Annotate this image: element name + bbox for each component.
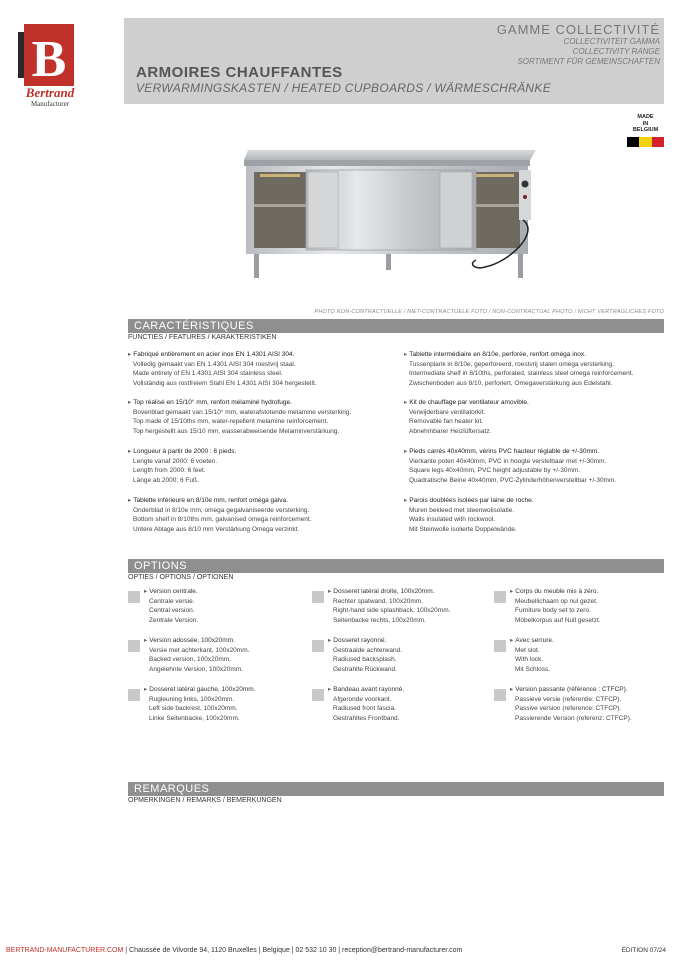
feature-translation: Intermediate shelf in 8/10ths, perforated, stainless steel omega reinforcement. [409,370,634,377]
feature-title-fr: ▸ Tablette intermédiaire en 8/10e, perforée, renfort oméga inox. [404,350,669,360]
option-translation: Gestraalde achterwand. [333,646,403,654]
footer-website-link[interactable]: BERTRAND-MANUFACTURER.COM [6,947,124,954]
option-checkbox[interactable] [312,591,324,603]
characteristics-subheading: FUNCTIES / FEATURES / KARAKTERISTIKEN [128,334,277,341]
option-checkbox[interactable] [494,591,506,603]
option-translation: Right-hand side splashback, 100x20mm. [333,607,451,614]
footer-address: | Chaussée de Vilvorde 94, 1120 Bruxelles | Belgique | 02 532 10 30 | reception@bertrand-manufacturer.com [123,947,463,954]
option-title-fr: ▸ Version centrale. [144,587,304,597]
badge-line-1: MADE [637,114,654,120]
option-translation: Furniture body set to zero. [515,607,591,614]
feature-translation: Onderblad in 8/10e mm, omega gegalvaniseerde versterking. [133,506,310,514]
option-title-fr: ▸ Dosseret latéral droite, 100x20mm. [328,587,488,597]
feature-title-fr: ▸ Tablette inférieure en 8/10e mm, renfort oméga galva. [128,496,393,506]
edition-label: ÉDITION 07/24 [621,947,666,954]
characteristics-heading: CARACTÉRISTIQUES [128,319,664,333]
option-translation: Meubellichaam op nul gezet. [515,597,598,605]
heated-cupboard-image [240,142,540,282]
option-translation: Seitenbacke rechts, 100x20mm. [333,616,426,624]
feature-title-fr: ▸ Fabriqué entièrement en acier inox EN 1.4301 AISI 304. [128,350,393,360]
feature-translation: Abnehmbarer Heizlüftersatz. [409,427,492,435]
option-checkbox[interactable] [312,689,324,701]
bertrand-logo [18,24,86,108]
range-en: COLLECTIVITY RANGE [572,47,660,56]
option-text [328,636,488,674]
option-text [144,636,304,674]
option-checkbox[interactable] [312,640,324,652]
feature-item [128,350,393,388]
feature-translation: Vollständig aus rostfreiem Stahl EN 1.4301 AISI 304 hergestellt. [133,379,317,387]
feature-translation: Top made of 15/10ths mm, water-repellent melamine reinforcement. [133,418,329,425]
feature-translation: Muren bekleed met steenwolisolatie. [409,506,515,514]
option-translation: Left side backrest, 100x20mm. [149,705,238,712]
feature-translation: Square legs 40x40mm, PVC height adjustable by +/-30mm. [409,467,581,474]
options-heading: OPTIONS [128,559,664,573]
feature-item [404,447,669,485]
option-translation: Met slot. [515,646,540,654]
feature-item [128,398,393,436]
option-translation: Passive version (reference: CTFCP). [515,705,622,712]
feature-translation: Vierkante poten 40x40mm, PVC in hoogte verstelbaar met +/-30mm. [409,457,607,465]
page-title: ARMOIRES CHAUFFANTES [136,64,343,81]
feature-title-fr: ▸ Parois doublées isolées par laine de roche. [404,496,669,506]
feature-translation: Länge ab 2000: 6 Fuß. [133,476,199,484]
feature-translation: Untere Ablage aus 8/10 mm Verstärkung Omega verzinkt. [133,525,300,533]
option-translation: Möbelkorpus auf Null gesetzt. [515,616,601,624]
option-text [144,685,304,723]
belgian-flag-icon [627,137,664,147]
range-block [497,22,660,67]
option-translation: Central version. [149,607,195,614]
feature-item [404,496,669,534]
feature-translation: Mit Steinwolle isolierte Doppelwände. [409,525,517,533]
option-translation: Zentrale Version. [149,616,199,624]
feature-translation: Verwijderbare ventilatorkit. [409,408,486,416]
option-translation: Mit Schloss. [515,665,551,673]
feature-translation: Zwischenboden aus 8/10, perforiert, Omegaverstärkung aus Edelstahl. [409,379,613,387]
option-text [328,685,488,723]
option-translation: Passierende Version (referenz: CTFCP). [515,714,632,722]
feature-translation: Volledig gemaakt van EN 1.4301 AISI 304 roestvrij staal. [133,360,296,368]
option-translation: With lock. [515,656,544,663]
remarks-heading: REMARQUES [128,782,664,796]
option-title-fr: ▸ Bandeau avant rayonné. [328,685,488,695]
remarks-subheading: OPMERKINGEN / REMARKS / BEMERKUNGEN [128,797,282,804]
page-subtitle: VERWARMINGSKASTEN / HEATED CUPBOARDS / WÄRMESCHRÄNKE [136,81,551,95]
feature-translation: Walls insulated with rockwool. [409,516,496,523]
badge-line-2: IN [642,120,649,127]
feature-translation: Top hergestellt aus 15/10 mm, wasserabweisende Melaminverstärkung. [133,427,340,435]
svg-text:Bertrand: Bertrand [25,85,75,100]
options-subheading: OPTIES / OPTIONS / OPTIONEN [128,574,234,581]
range-de: SORTIMENT FÜR GEMEINSCHAFTEN [517,57,660,66]
feature-item [128,447,393,485]
feature-title-fr: ▸ Top réalisé en 15/10° mm, renfort mélaminé hydrofuge. [128,398,393,408]
feature-translation: Tussenplank in 8/10e, geperforeerd, roestvrij stalen omega versterking. [409,360,614,368]
option-title-fr: ▸ Dosseret latéral gauche, 100x20mm. [144,685,304,695]
option-checkbox[interactable] [128,640,140,652]
feature-translation: Quadratische Beine 40x40mm, PVC-Zylinderhöhenverstellbar +/-30mm. [409,476,617,484]
svg-text:B: B [31,31,67,88]
range-nl: COLLECTIVITEIT GAMMA [563,37,660,46]
feature-title-fr: ▸ Kit de chauffage par ventilateur amovible. [404,398,669,408]
option-translation: Angelehnte Version, 100x20mm. [149,665,243,673]
option-translation: Backed version, 100x20mm. [149,656,232,663]
option-translation: Versie met achterkant, 100x20mm. [149,646,250,654]
option-title-fr: ▸ Corps du meuble mis à zéro. [510,587,670,597]
photo-disclaimer: PHOTO NON-CONTRACTUELLE / NIET-CONTRACTUELE FOTO / NON-CONTRACTUAL PHOTO / NICHT VERTRAGLICHES FOTO [314,309,664,315]
feature-translation: Made entirely of EN 1.4301 AISI 304 stainless steel. [133,370,283,377]
option-translation: Afgeronde voorkant. [333,695,392,703]
option-checkbox[interactable] [128,689,140,701]
svg-text:Manufacturer: Manufacturer [30,100,70,108]
feature-item [404,350,669,388]
made-in-belgium-badge [627,114,664,156]
badge-line-3: BELGIUM [632,127,659,133]
option-translation: Radiused front fascia. [333,705,396,712]
option-text [510,685,670,723]
feature-item [404,398,669,436]
option-title-fr: ▸ Version adossée, 100x20mm. [144,636,304,646]
feature-translation: Bovenblad gemaakt van 15/10° mm, waterafstotende melamine versterking. [133,408,352,416]
option-checkbox[interactable] [494,640,506,652]
option-translation: Gestrahltes Frontband. [333,714,400,722]
option-translation: Gestrahlte Rückwand. [333,665,397,673]
option-text [144,587,304,625]
range-fr: GAMME COLLECTIVITÉ [496,22,660,37]
option-title-fr: ▸ Avec serrure. [510,636,670,646]
feature-translation: Removable fan heater kit. [409,418,484,425]
option-translation: Passieve versie (referentie: CTFCP). [515,695,622,703]
option-checkbox[interactable] [494,689,506,701]
option-title-fr: ▸ Version passante (référence : CTFCP). [510,685,670,695]
option-translation: Centrale versie. [149,597,195,605]
option-text [328,587,488,625]
feature-translation: Length from 2000: 6 feet. [133,467,206,474]
option-checkbox[interactable] [128,591,140,603]
option-text [510,636,670,674]
feature-translation: Lengte vanaf 2000: 6 voeten. [133,457,218,465]
option-translation: Rechter spatwand, 100x20mm. [333,597,423,605]
option-title-fr: ▸ Dosseret rayonné. [328,636,488,646]
feature-title-fr: ▸ Pieds carrés 40x40mm, vérins PVC hauteur réglable de +/-30mm. [404,447,669,457]
option-translation: Radiused backsplash. [333,656,397,663]
option-translation: Linke Seitenbacke, 100x20mm. [149,714,240,722]
feature-title-fr: ▸ Longueur à partir de 2000 : 6 pieds. [128,447,393,457]
option-translation: Rugleuning links, 100x20mm. [149,695,235,703]
feature-translation: Bottom shelf in 8/10ths mm, galvanised omega reinforcement. [133,516,312,523]
footer-contact [6,947,462,954]
option-text [510,587,670,625]
feature-item [128,496,393,534]
